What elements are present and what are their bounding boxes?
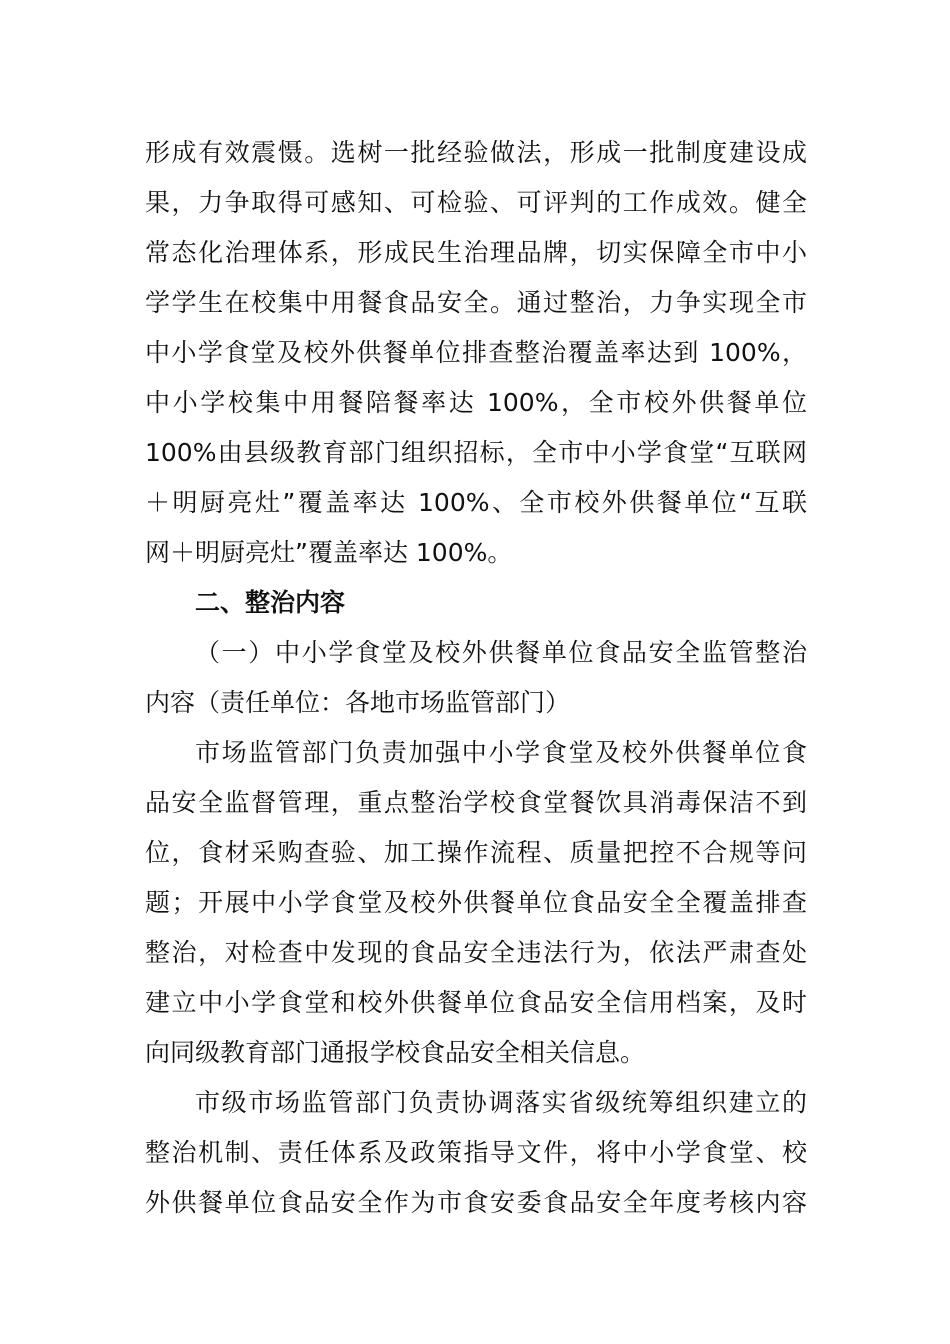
- paragraph-line: 果，力争取得可感知、可检验、可评判的工作成效。健全: [145, 188, 807, 217]
- paragraph-line: ＋明厨亮灶”覆盖率达 100%、全市校外供餐单位“互联: [145, 488, 807, 517]
- paragraph-line: 中小学校集中用餐陪餐率达 100%，全市校外供餐单位: [145, 388, 807, 417]
- paragraph-line: 建立中小学食堂和校外供餐单位食品安全信用档案，及时: [145, 988, 807, 1017]
- paragraph-line: 外供餐单位食品安全作为市食安委食品安全年度考核内容: [145, 1188, 807, 1217]
- paragraph-line: 中小学食堂及校外供餐单位排查整治覆盖率达到 100%，: [145, 338, 807, 367]
- paragraph-line: 整治，对检查中发现的食品安全违法行为，依法严肃查处: [145, 938, 807, 967]
- paragraph-line: 整治机制、责任体系及政策指导文件，将中小学食堂、校: [145, 1138, 807, 1167]
- paragraph-line: 位，食材采购查验、加工操作流程、质量把控不合规等问: [145, 838, 807, 867]
- document-body: [145, 128, 807, 1228]
- paragraph-line: 100%由县级教育部门组织招标，全市中小学食堂“互联网: [145, 438, 807, 467]
- paragraph-line: 网＋明厨亮灶”覆盖率达 100%。: [145, 538, 513, 567]
- paragraph-line: 品安全监督管理，重点整治学校食堂餐饮具消毒保洁不到: [145, 788, 807, 817]
- subsection-heading-line: 内容（责任单位：各地市场监管部门）: [145, 688, 571, 717]
- paragraph-line: 常态化治理体系，形成民生治理品牌，切实保障全市中小: [145, 238, 807, 267]
- paragraph-line: 市场监管部门负责加强中小学食堂及校外供餐单位食: [195, 738, 807, 767]
- subsection-heading-line: （一）中小学食堂及校外供餐单位食品安全监管整治: [195, 638, 807, 667]
- paragraph-line: 题；开展中小学食堂及校外供餐单位食品安全全覆盖排查: [145, 888, 807, 917]
- paragraph-line: 学学生在校集中用餐食品安全。通过整治，力争实现全市: [145, 288, 807, 317]
- paragraph-line: 市级市场监管部门负责协调落实省级统筹组织建立的: [195, 1088, 807, 1117]
- paragraph-line: 向同级教育部门通报学校食品安全相关信息。: [145, 1038, 646, 1067]
- paragraph-line: 形成有效震慑。选树一批经验做法，形成一批制度建设成: [145, 138, 807, 167]
- section-heading: 二、整治内容: [195, 588, 346, 617]
